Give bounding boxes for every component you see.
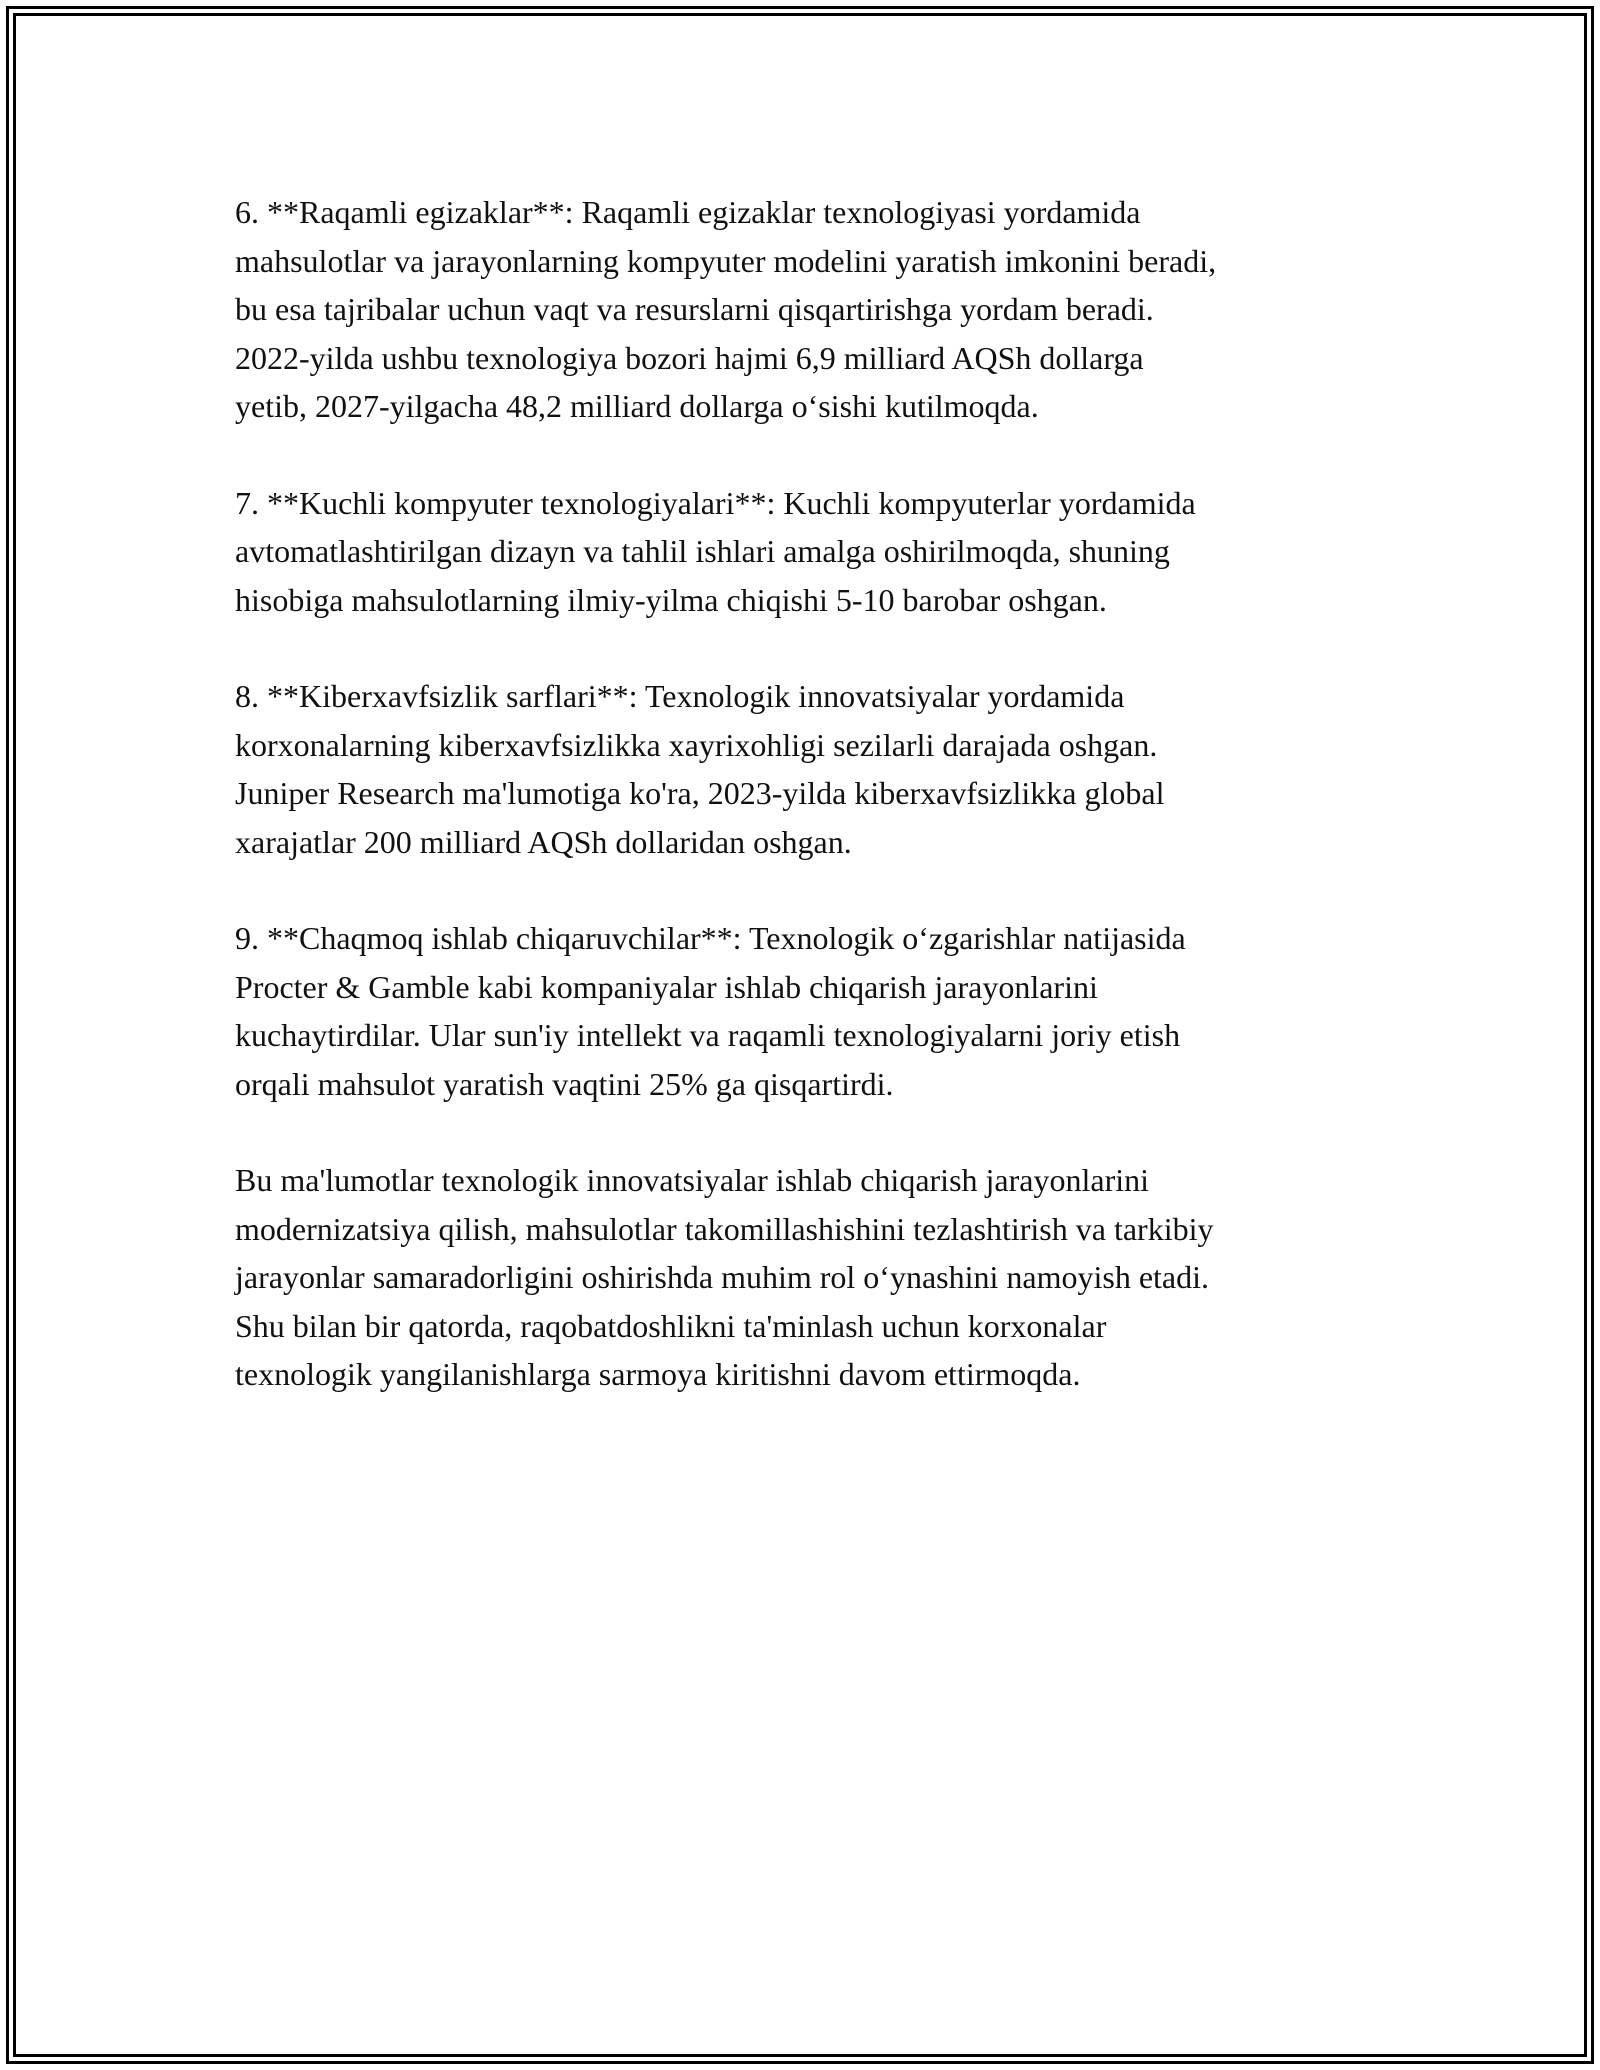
text-line: korxonalarning kiberxavfsizlikka xayrixohligi sezilarli darajada oshgan.	[235, 726, 1158, 763]
text-line: 9. **Chaqmoq ishlab chiqaruvchilar**: Texnologik o‘zgarishlar natijasida	[235, 920, 1186, 956]
text-line: 6. **Raqamli egizaklar**: Raqamli egizaklar texnologiyasi yordamida	[235, 194, 1141, 230]
text-line: bu esa tajribalar uchun vaqt va resurslarni qisqartirishga yordam beradi.	[235, 291, 1154, 327]
text-line: kuchaytirdilar. Ular sun'iy intellekt va raqamli texnologiyalarni joriy etish	[235, 1017, 1181, 1053]
text-line: 2022-yilda ushbu texnologiya bozori hajmi 6,9 milliard AQSh dollarga	[235, 339, 1144, 376]
text-line: Juniper Research ma'lumotiga ko'ra, 2023-yilda kiberxavfsizlikka global	[235, 775, 1165, 811]
paragraph-computing-technologies	[235, 479, 1385, 625]
text-line: Bu ma'lumotlar texnologik innovatsiyalar ishlab chiqarish jarayonlarini	[235, 1162, 1149, 1198]
text-line: yetib, 2027-yilgacha 48,2 milliard dollarga o‘sishi kutilmoqda.	[235, 388, 1039, 424]
paragraph-manufacturers	[235, 914, 1385, 1108]
text-line: modernizatsiya qilish, mahsulotlar takomillashishini tezlashtirish va tarkibiy	[235, 1210, 1214, 1247]
text-line: 7. **Kuchli kompyuter texnologiyalari**: Kuchli kompyuterlar yordamida	[235, 484, 1196, 521]
text-line: 8. **Kiberxavfsizlik sarflari**: Texnologik innovatsiyalar yordamida	[235, 678, 1125, 714]
document-body	[235, 188, 1385, 1447]
text-line: Shu bilan bir qatorda, raqobatdoshlikni ta'minlash uchun korxonalar	[235, 1307, 1107, 1344]
text-line: texnologik yangilanishlarga sarmoya kiritishni davom ettirmoqda.	[235, 1356, 1081, 1392]
paragraph-conclusion	[235, 1156, 1385, 1399]
text-line: hisobiga mahsulotlarning ilmiy-yilma chiqishi 5-10 barobar oshgan.	[235, 581, 1107, 618]
text-line: xarajatlar 200 milliard AQSh dollaridan oshgan.	[235, 823, 852, 860]
text-line: avtomatlashtirilgan dizayn va tahlil ishlari amalga oshirilmoqda, shuning	[235, 533, 1170, 569]
paragraph-cybersecurity-spending	[235, 672, 1385, 866]
text-line: mahsulotlar va jarayonlarning kompyuter modelini yaratish imkonini beradi,	[235, 242, 1217, 279]
text-line: Procter & Gamble kabi kompaniyalar ishlab chiqarish jarayonlarini	[235, 968, 1098, 1005]
text-line: jarayonlar samaradorligini oshirishda muhim rol o‘ynashini namoyish etadi.	[235, 1259, 1210, 1295]
text-line: orqali mahsulot yaratish vaqtini 25% ga qisqartirdi.	[235, 1065, 894, 1102]
paragraph-digital-twins	[235, 188, 1385, 431]
